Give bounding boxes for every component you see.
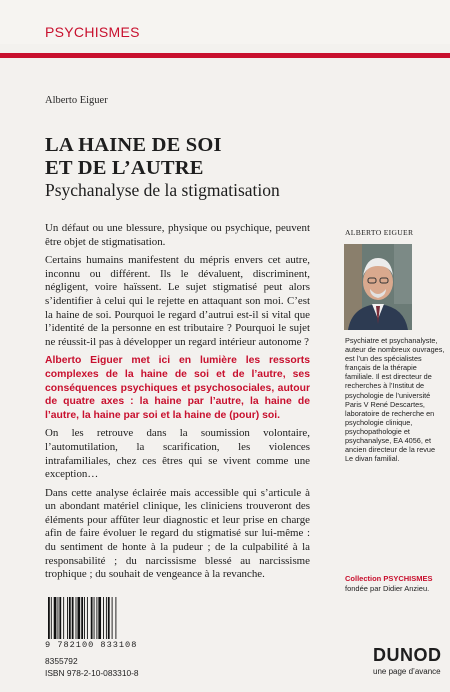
collection-name: Collection PSYCHISMES [345, 574, 433, 583]
barcode-bar [98, 597, 101, 639]
barcode-bar [108, 597, 110, 639]
barcode-image [47, 597, 137, 639]
paragraph-1: Un défaut ou une blessure, physique ou psychique, peuvent être objet de stigmatisation. [45, 222, 310, 248]
publisher-tagline: une page d’avance [373, 667, 441, 676]
author-portrait-image [344, 244, 412, 330]
author-bio: Psychiatre et psychanalyste, auteur de nombreux ouvrages, est l’un des spécialistes français de la thérapie familiale. Il est directeur de recherches à l’Institut de psychologie de l’université Paris V René Descartes, laboratoire de recherche en psychologie clinique, psychopathologie et psychanalyse, EA 4056, et ancien directeur de la revue Le divan familial. [345, 336, 445, 464]
barcode-bar [63, 597, 64, 639]
collection-founder: fondée par Didier Anzieu. [345, 584, 430, 593]
barcode-bar [103, 597, 104, 639]
paragraph-highlight: Alberto Eiguer met ici en lumière les ressorts complexes de la haine de soi et de l’autre, ses conséquences psychiques et psychosociales, autour de quatre axes : la haine par l’autre, la haine de l’autre, la haine par soi et la haine de (pour) soi. [45, 355, 310, 421]
barcode-bar [84, 597, 85, 639]
barcode-bar [112, 597, 113, 639]
side-author-name: ALBERTO EIGUER [345, 228, 414, 237]
barcode-bar [51, 597, 52, 639]
barcode-bar [96, 597, 97, 639]
barcode-bar [91, 597, 93, 639]
barcode-bar [115, 597, 116, 639]
barcode-bar [76, 597, 77, 639]
publisher-logo: DUNOD [373, 645, 442, 665]
book-subtitle: Psychanalyse de la stigmatisation [45, 180, 280, 200]
book-title [45, 134, 222, 180]
barcode-bar [106, 597, 107, 639]
back-cover-text [45, 222, 310, 587]
barcode-bar [77, 597, 80, 639]
barcode-bar [58, 597, 59, 639]
collection-info [345, 574, 433, 594]
barcode-bar [59, 597, 61, 639]
paragraph-4: On les retrouve dans la soumission volontaire, l’automutilation, la scarification, les violences intrafamiliales, chez ces êtres qui se vivent comme une exception… [45, 427, 310, 481]
title-line-1: LA HAINE DE SOI [45, 134, 222, 156]
paragraph-2: Certains humains manifestent du mépris envers cet autre, inconnu ou différent. Ils le dévaluent, discriminent, négligent, voire haïssent. Le sujet stigmatisé peut alors s’identifier à celui qui le rejette en attaquant son moi. C’est la haine de soi. Pourquoi le regard d’autrui est-il si vital que l’identité de la personne en est tributaire ? Pourquoi le sujet ne réussit-il pas à développer un regard intérieur autonome ? [45, 254, 310, 348]
barcode-bar [48, 597, 50, 639]
barcode-bar [87, 597, 88, 639]
title-line-2: ET DE L’AUTRE [45, 157, 204, 179]
barcode-bar [67, 597, 68, 639]
isbn: ISBN 978-2-10-083310-8 [45, 668, 139, 678]
barcode-number: 9 782100 833108 [45, 640, 138, 650]
author-name: Alberto Eiguer [45, 95, 108, 106]
product-code: 8355792 [45, 656, 78, 666]
author-photo [344, 244, 412, 330]
barcode-bar [81, 597, 83, 639]
series-name: PSYCHISMES [45, 24, 140, 40]
paragraph-5: Dans cette analyse éclairée mais accessible qui s’articule à un abondant matériel clinique, les cliniciens trouveront des éléments pour affûter leur diagnostic et leur prise en charge afin de faire évoluer le regard du stigmatisé sur lui-même : du sentiment de honte à la pudeur ; de la culpabilité à la responsabilité ; du narcissisme blessé au narcissisme trophique ; du souhait de vengeance à la revanche. [45, 486, 310, 581]
barcode-bar [94, 597, 95, 639]
accent-rule [0, 53, 450, 58]
barcode-bar [69, 597, 71, 639]
barcode-bar [72, 597, 74, 639]
barcode-bar [54, 597, 57, 639]
